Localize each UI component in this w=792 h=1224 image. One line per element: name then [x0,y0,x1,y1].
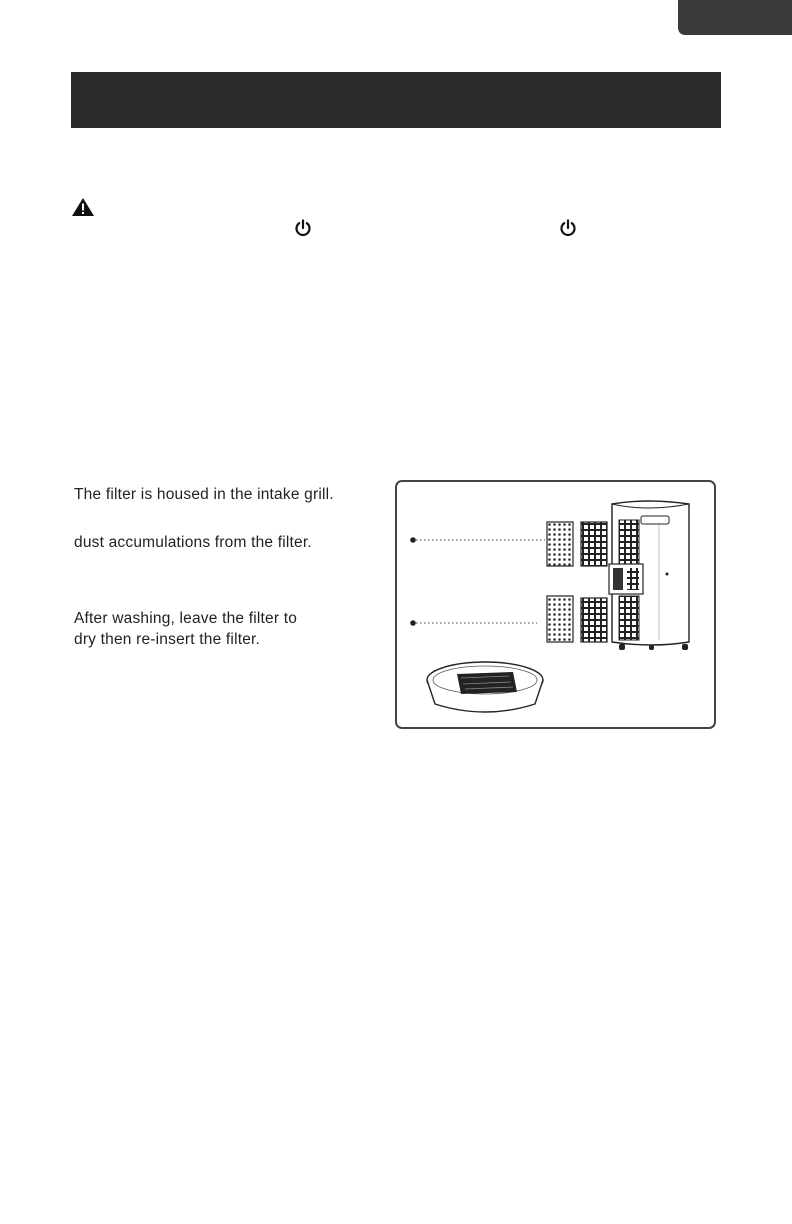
filter-illustration [395,480,716,729]
filter-location-text: The filter is housed in the intake grill. [74,486,334,503]
warning-triangle-icon [71,197,95,217]
power-icon [293,218,313,238]
lower-filter-pointer [410,620,537,626]
filter-washing-text: After washing, leave the filter to [74,610,298,627]
air-conditioner-unit [609,501,689,650]
filter-reinsert-text: dry then re-insert the filter. [74,631,261,648]
lower-filter-panels [547,596,607,642]
filter-dust-text: dust accumulations from the filter. [74,534,312,551]
washing-basin [427,662,543,712]
section-header-bar [71,72,721,128]
power-icon [558,218,578,238]
upper-filter-panels [547,522,607,566]
page-corner-tab [678,0,792,35]
upper-filter-pointer [410,537,545,543]
